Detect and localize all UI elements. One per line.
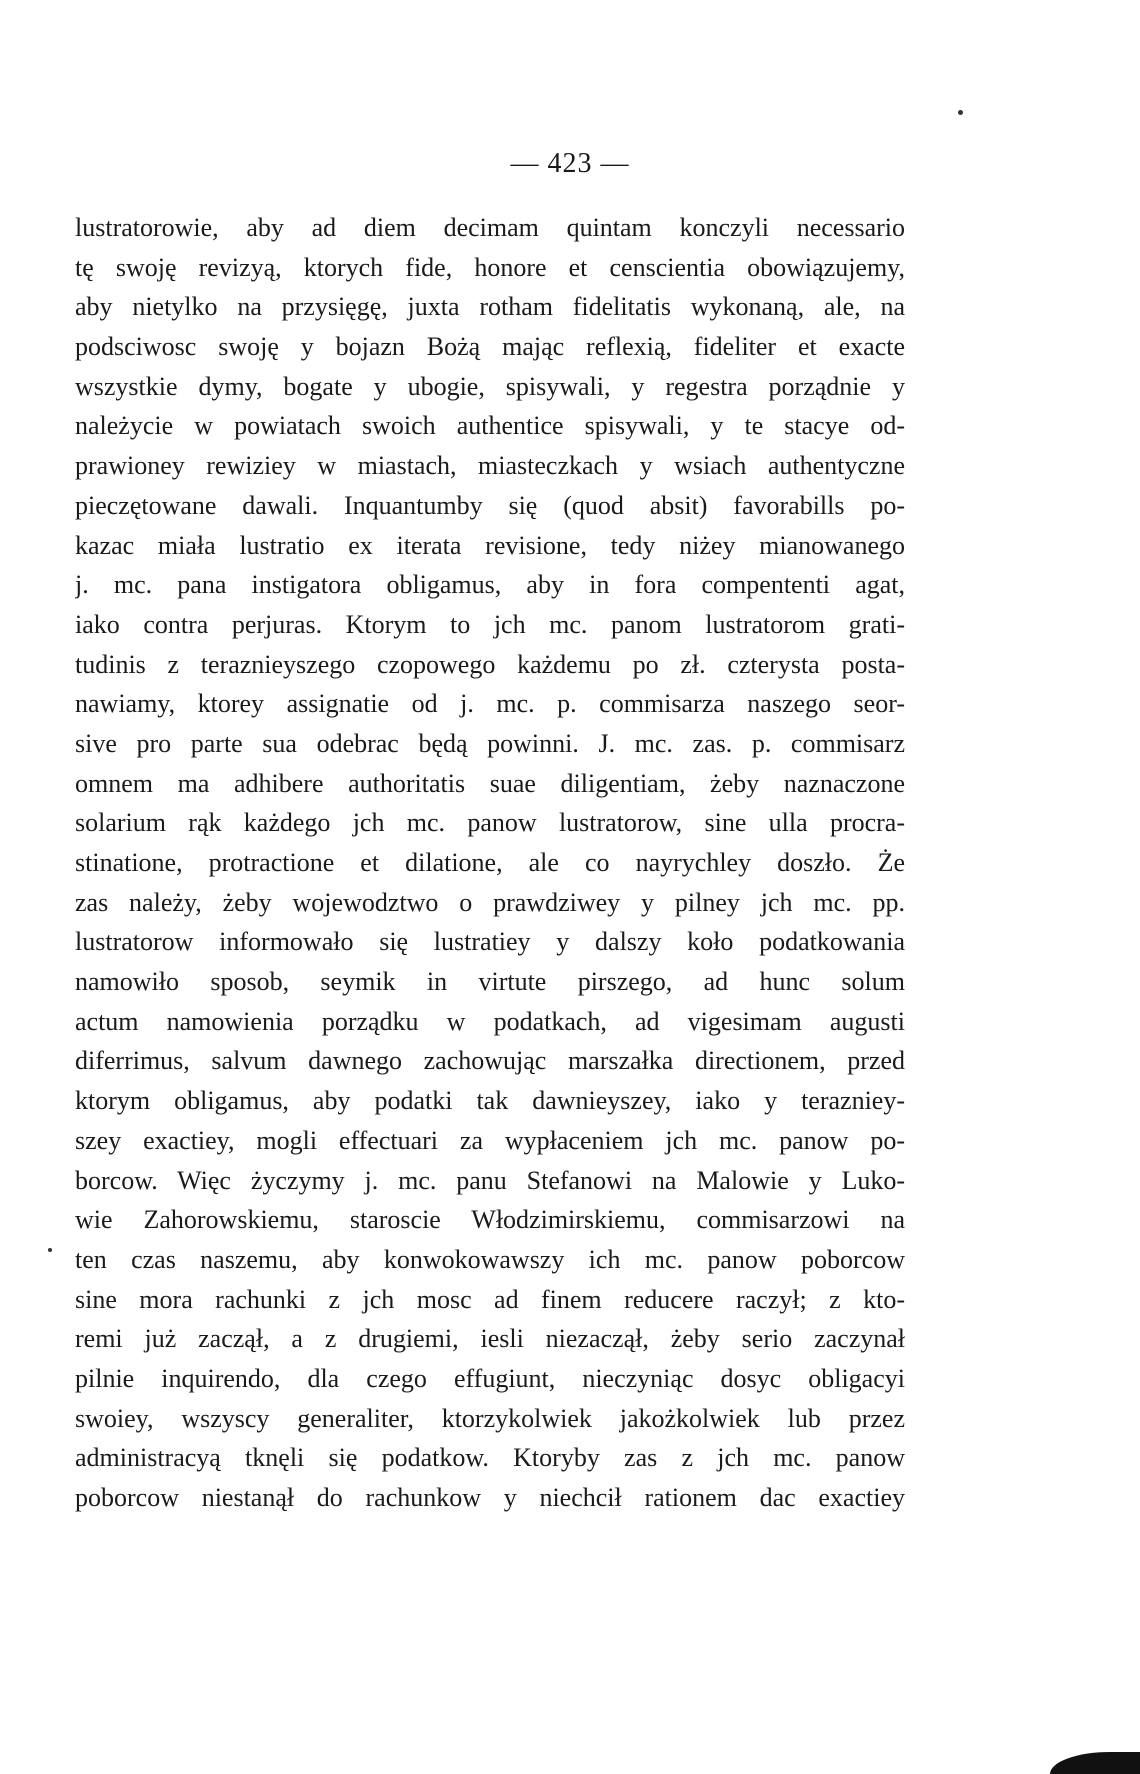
text-line: administracyą tknęli się podatkow. Ktoryby zas z jch mc. panow (75, 1443, 905, 1473)
text-line: wszystkie dymy, bogate y ubogie, spisywali, y regestra porządnie y (75, 371, 905, 401)
text-line: pieczętowane dawali. Inquantumby się (quod absit) favorabills po- (75, 490, 905, 520)
text-line: remi już zaczął, a z drugiemi, iesli niezaczął, żeby serio zaczynał (75, 1324, 905, 1354)
text-line: diferrimus, salvum dawnego zachowując marszałka directionem, przed (75, 1046, 905, 1076)
text-line: prawioney rewiziey w miastach, miasteczkach y wsiach authentyczne (75, 451, 905, 481)
text-line: ten czas naszemu, aby konwokowawszy ich mc. panow poborcow (75, 1244, 905, 1274)
text-line: sive pro parte sua odebrac będą powinni. J. mc. zas. p. commisarz (75, 728, 905, 758)
text-line: kazac miała lustratio ex iterata revisione, tedy niżey mianowanego (75, 530, 905, 560)
text-line: solarium rąk każdego jch mc. panow lustratorow, sine ulla procra- (75, 808, 905, 838)
text-line: aby nietylko na przysięgę, juxta rotham fidelitatis wykonaną, ale, na (75, 292, 905, 322)
scan-speck (958, 110, 963, 115)
text-line: nawiamy, ktorey assignatie od j. mc. p. commisarza naszego seor- (75, 689, 905, 719)
text-line: poborcow niestanął do rachunkow y niechcił rationem dac exactiey (75, 1483, 905, 1512)
text-line: zas należy, żeby wojewodztwo o prawdziwey y pilney jch mc. pp. (75, 887, 905, 917)
page-number: — 423 — (510, 148, 630, 179)
body-text (75, 208, 905, 1518)
text-line: actum namowienia porządku w podatkach, ad vigesimam augusti (75, 1006, 905, 1036)
text-line: swoiey, wszyscy generaliter, ktorzykolwiek jakożkolwiek lub przez (75, 1403, 905, 1433)
text-line: wie Zahorowskiemu, staroscie Włodzimirskiemu, commisarzowi na (75, 1205, 905, 1235)
text-line: tudinis z teraznieyszego czopowego każdemu po zł. czterysta posta- (75, 649, 905, 679)
text-line: należycie w powiatach swoich authentice spisywali, y te stacye od- (75, 411, 905, 441)
text-line: iako contra perjuras. Ktorym to jch mc. panom lustratorom grati- (75, 609, 905, 639)
text-line: sine mora rachunki z jch mosc ad finem reducere raczył; z kto- (75, 1284, 905, 1314)
text-line: pilnie inquirendo, dla czego effugiunt, nieczyniąc dosyc obligacyi (75, 1363, 905, 1393)
scan-speck (48, 1248, 52, 1252)
text-line: szey exactiey, mogli effectuari za wypłaceniem jch mc. panow po- (75, 1125, 905, 1155)
text-line: borcow. Więc życzymy j. mc. panu Stefanowi na Malowie y Luko- (75, 1165, 905, 1195)
text-line: stinatione, protractione et dilatione, ale co nayrychley doszło. Że (75, 848, 905, 877)
text-line: j. mc. pana instigatora obligamus, aby in fora compententi agat, (75, 570, 905, 600)
text-line: tę swoję revizyą, ktorych fide, honore et censcientia obowiązujemy, (75, 252, 905, 282)
scan-corner-mark (1050, 1752, 1140, 1774)
text-line: ktorym obligamus, aby podatki tak dawnieyszey, iako y terazniey- (75, 1086, 905, 1116)
text-line: omnem ma adhibere authoritatis suae diligentiam, żeby naznaczone (75, 768, 905, 798)
text-line: podsciwosc swoję y bojazn Bożą mając reflexią, fideliter et exacte (75, 332, 905, 362)
text-line: namowiło sposob, seymik in virtute pirszego, ad hunc solum (75, 967, 905, 997)
text-line: lustratorowie, aby ad diem decimam quintam konczyli necessario (75, 213, 905, 242)
text-line: lustratorow informowało się lustratiey y dalszy koło podatkowania (75, 927, 905, 957)
